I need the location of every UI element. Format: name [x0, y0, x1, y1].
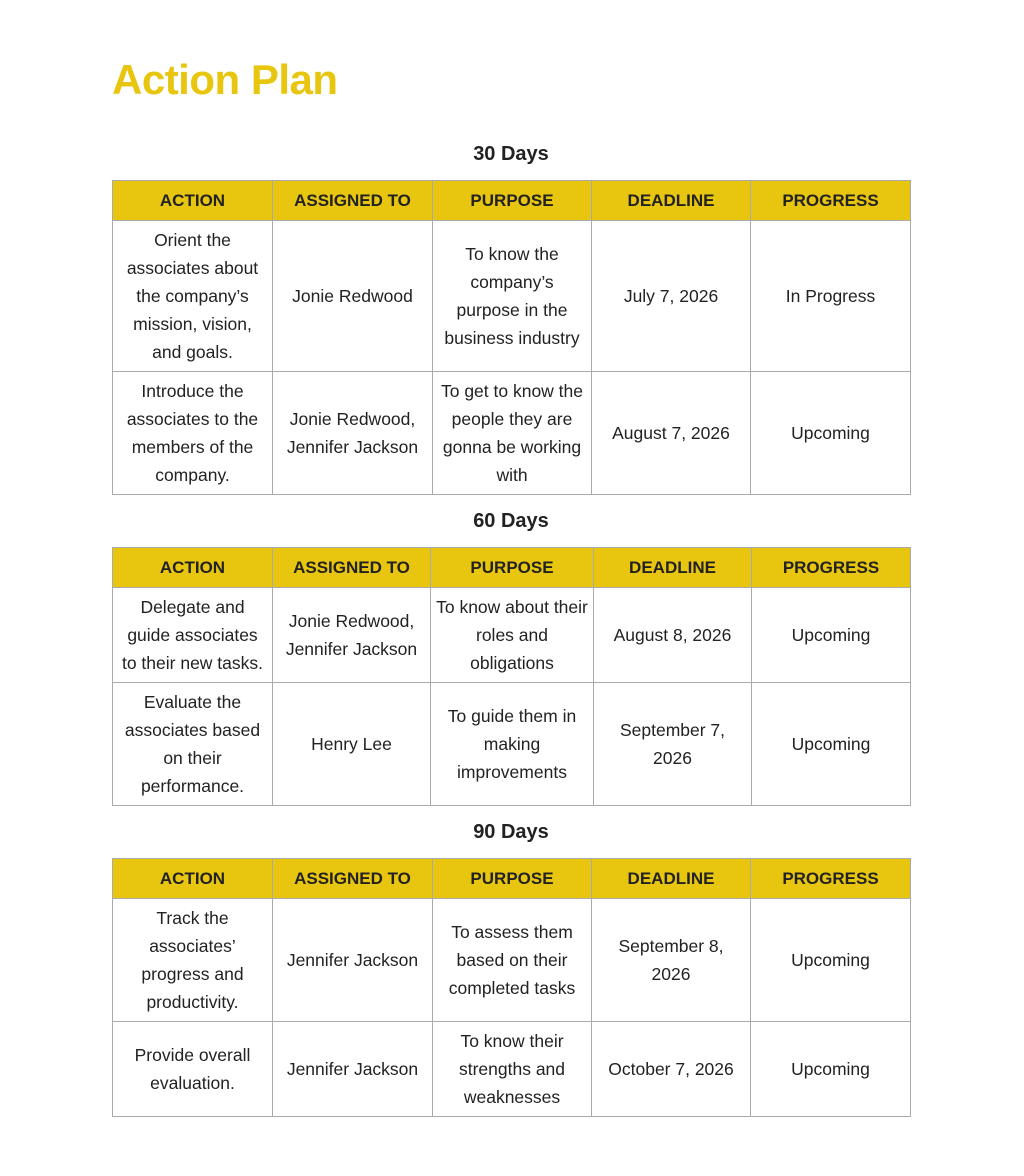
action-cell: Provide overall evaluation. — [113, 1022, 273, 1117]
deadline-cell: October 7, 2026 — [592, 1022, 751, 1117]
action-cell: Evaluate the associates based on their performance. — [113, 683, 273, 806]
action-cell: Introduce the associates to the members of the company. — [113, 372, 273, 495]
action-cell: Orient the associates about the company’s mission, vision, and goals. — [113, 221, 273, 372]
column-header-assigned-to: ASSIGNED TO — [273, 859, 433, 899]
plan-table-60-days — [112, 547, 911, 806]
column-header-progress: PROGRESS — [751, 181, 911, 221]
action-cell: Track the associates’ progress and productivity. — [113, 899, 273, 1022]
action-cell: Delegate and guide associates to their new tasks. — [113, 588, 273, 683]
column-header-purpose: PURPOSE — [433, 181, 592, 221]
progress-cell: Upcoming — [751, 899, 911, 1022]
table-row — [113, 1022, 911, 1117]
table-row — [113, 221, 911, 372]
table-row — [113, 899, 911, 1022]
progress-cell: Upcoming — [752, 588, 911, 683]
header-row — [113, 548, 911, 588]
header-row — [113, 859, 911, 899]
plan-table-30-days — [112, 180, 911, 495]
plan-table-90-days — [112, 858, 911, 1117]
assigned-cell: Jonie Redwood, Jennifer Jackson — [273, 372, 433, 495]
progress-cell: Upcoming — [751, 1022, 911, 1117]
deadline-cell: September 7, 2026 — [594, 683, 752, 806]
deadline-cell: August 7, 2026 — [592, 372, 751, 495]
deadline-cell: August 8, 2026 — [594, 588, 752, 683]
column-header-assigned-to: ASSIGNED TO — [273, 548, 431, 588]
deadline-cell: July 7, 2026 — [592, 221, 751, 372]
page-title: Action Plan — [112, 56, 338, 103]
assigned-cell: Jonie Redwood — [273, 221, 433, 372]
section-title-30-days: 30 Days — [473, 143, 549, 165]
assigned-cell: Henry Lee — [273, 683, 431, 806]
progress-cell: Upcoming — [751, 372, 911, 495]
table-row — [113, 683, 911, 806]
column-header-action: ACTION — [113, 548, 273, 588]
purpose-cell: To get to know the people they are gonna be working with — [433, 372, 592, 495]
column-header-progress: PROGRESS — [752, 548, 911, 588]
column-header-purpose: PURPOSE — [433, 859, 592, 899]
purpose-cell: To guide them in making improvements — [431, 683, 594, 806]
column-header-progress: PROGRESS — [751, 859, 911, 899]
column-header-action: ACTION — [113, 859, 273, 899]
assigned-cell: Jennifer Jackson — [273, 899, 433, 1022]
purpose-cell: To know the company’s purpose in the business industry — [433, 221, 592, 372]
column-header-purpose: PURPOSE — [431, 548, 594, 588]
header-row — [113, 181, 911, 221]
deadline-cell: September 8, 2026 — [592, 899, 751, 1022]
assigned-cell: Jennifer Jackson — [273, 1022, 433, 1117]
section-title-60-days: 60 Days — [473, 510, 549, 532]
progress-cell: Upcoming — [752, 683, 911, 806]
table-row — [113, 372, 911, 495]
column-header-action: ACTION — [113, 181, 273, 221]
section-title-90-days: 90 Days — [473, 821, 549, 843]
column-header-deadline: DEADLINE — [592, 859, 751, 899]
assigned-cell: Jonie Redwood, Jennifer Jackson — [273, 588, 431, 683]
column-header-deadline: DEADLINE — [594, 548, 752, 588]
table-row — [113, 588, 911, 683]
progress-cell: In Progress — [751, 221, 911, 372]
column-header-assigned-to: ASSIGNED TO — [273, 181, 433, 221]
purpose-cell: To know about their roles and obligations — [431, 588, 594, 683]
column-header-deadline: DEADLINE — [592, 181, 751, 221]
purpose-cell: To assess them based on their completed tasks — [433, 899, 592, 1022]
purpose-cell: To know their strengths and weaknesses — [433, 1022, 592, 1117]
